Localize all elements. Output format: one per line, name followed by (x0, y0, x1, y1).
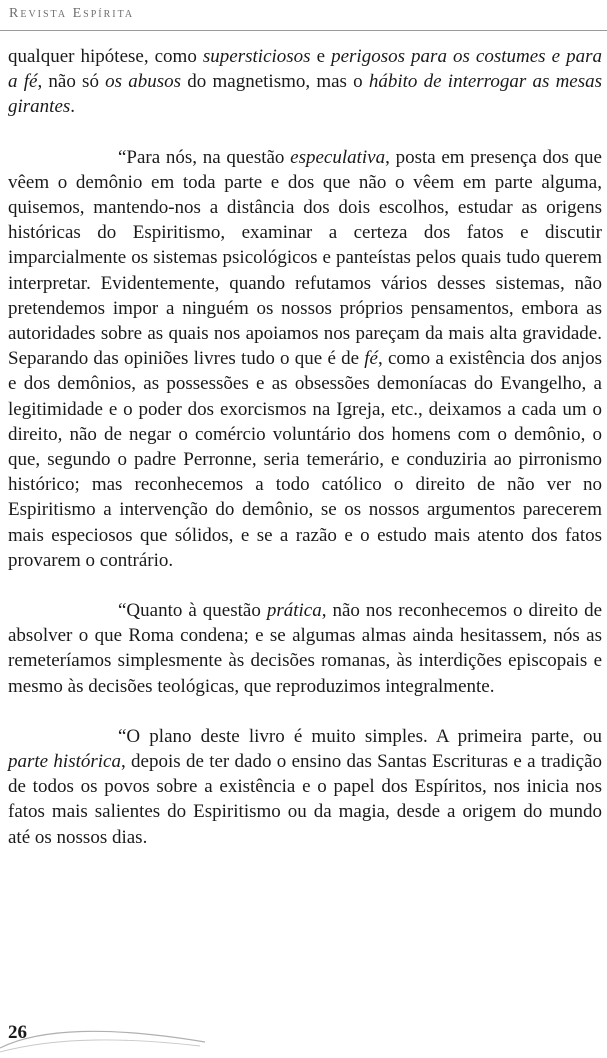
text-run: , depois de ter dado o ensino das Santas Escrituras e a tradição de todos os povos sobre a existência e o papel dos Espíritos, nos inicia nos fatos mais salientes do Espiritismo ou da magia, desde a origem do mundo até os nossos dias. (8, 751, 602, 848)
paragraph (8, 598, 602, 699)
text-run: , não nos reconhecemos o direito de absolver o que Roma condena; e se algumas almas ainda hesitassem, nós as remeteríamos simplesmente às decisões romanas, às interdições episcopais e mesmo às decisões teológicas, que reproduzimos integralmente. (8, 600, 602, 697)
page-swash-ornament (0, 1026, 210, 1056)
italic-text: fé (364, 348, 378, 370)
italic-text: hábito de interrogar as mesas girantes (8, 71, 603, 118)
text-run: , não só (37, 71, 106, 93)
text-run: “O plano deste livro é muito simples. A primeira parte, ou (118, 725, 602, 747)
paragraph (8, 44, 602, 120)
italic-text: supersticiosos (202, 46, 311, 67)
text-run: qualquer hipótese, como (8, 46, 203, 67)
page-number: 26 (8, 1022, 27, 1043)
text-run: , posta em presença dos que vêem o demônio em toda parte e dos que não o vêem em parte alguma, quisemos, mantendo-nos a distância dos dois escolhos, estudar as origens históricas do Espiritismo, examinar a certeza dos fatos e discutir imparcialmente os sistemas psicológicos e panteístas pelos quais tudo querem interpretar. Evidentemente, quando refutamos vários desses sistemas, não pretendemos impor a ninguém os nossos próprios pensamentos, embora as autoridades sobre as quais nos apoiamos nos pareçam da mais alta gravidade. Separando das opiniões livres tudo o que é de (8, 146, 602, 370)
italic-text: prática (266, 600, 322, 622)
text-run: , como a existência dos anjos e dos demônios, as possessões e as obsessões demoníacas do Evangelho, a legitimidade e o poder dos exorcismos na Igreja, etc., deixamos a cada um o direito, não de negar o comércio voluntário dos homens com o demônio, o que, segundo o padre Perronne, seria temerário, e conduziria ao pirronismo histórico; mas reconhecemos a todo católico o direito de não ver no Espiritismo a intervenção do demônio, se os nossos argumentos parecerem mais especiosos que sólidos, e se a razão e o estudo mais atento dos fatos provarem o contrário. (8, 348, 602, 571)
italic-text: especulativa (290, 146, 386, 168)
text-run: . (70, 96, 76, 118)
italic-text: parte histórica (8, 751, 121, 773)
header-rule (0, 30, 607, 31)
text-run: “Quanto à questão (118, 600, 267, 622)
italic-text: perigosos para os costumes e para a fé (8, 46, 602, 93)
italic-text: os abusos (105, 71, 182, 93)
paragraph (8, 724, 602, 850)
running-head: Revista Espírita (9, 6, 135, 21)
body-text (8, 44, 602, 850)
text-run: do magnetismo, mas o (181, 71, 369, 93)
text-run: “Para nós, na questão (118, 146, 291, 168)
text-run: e (310, 46, 332, 67)
paragraph (8, 145, 602, 573)
